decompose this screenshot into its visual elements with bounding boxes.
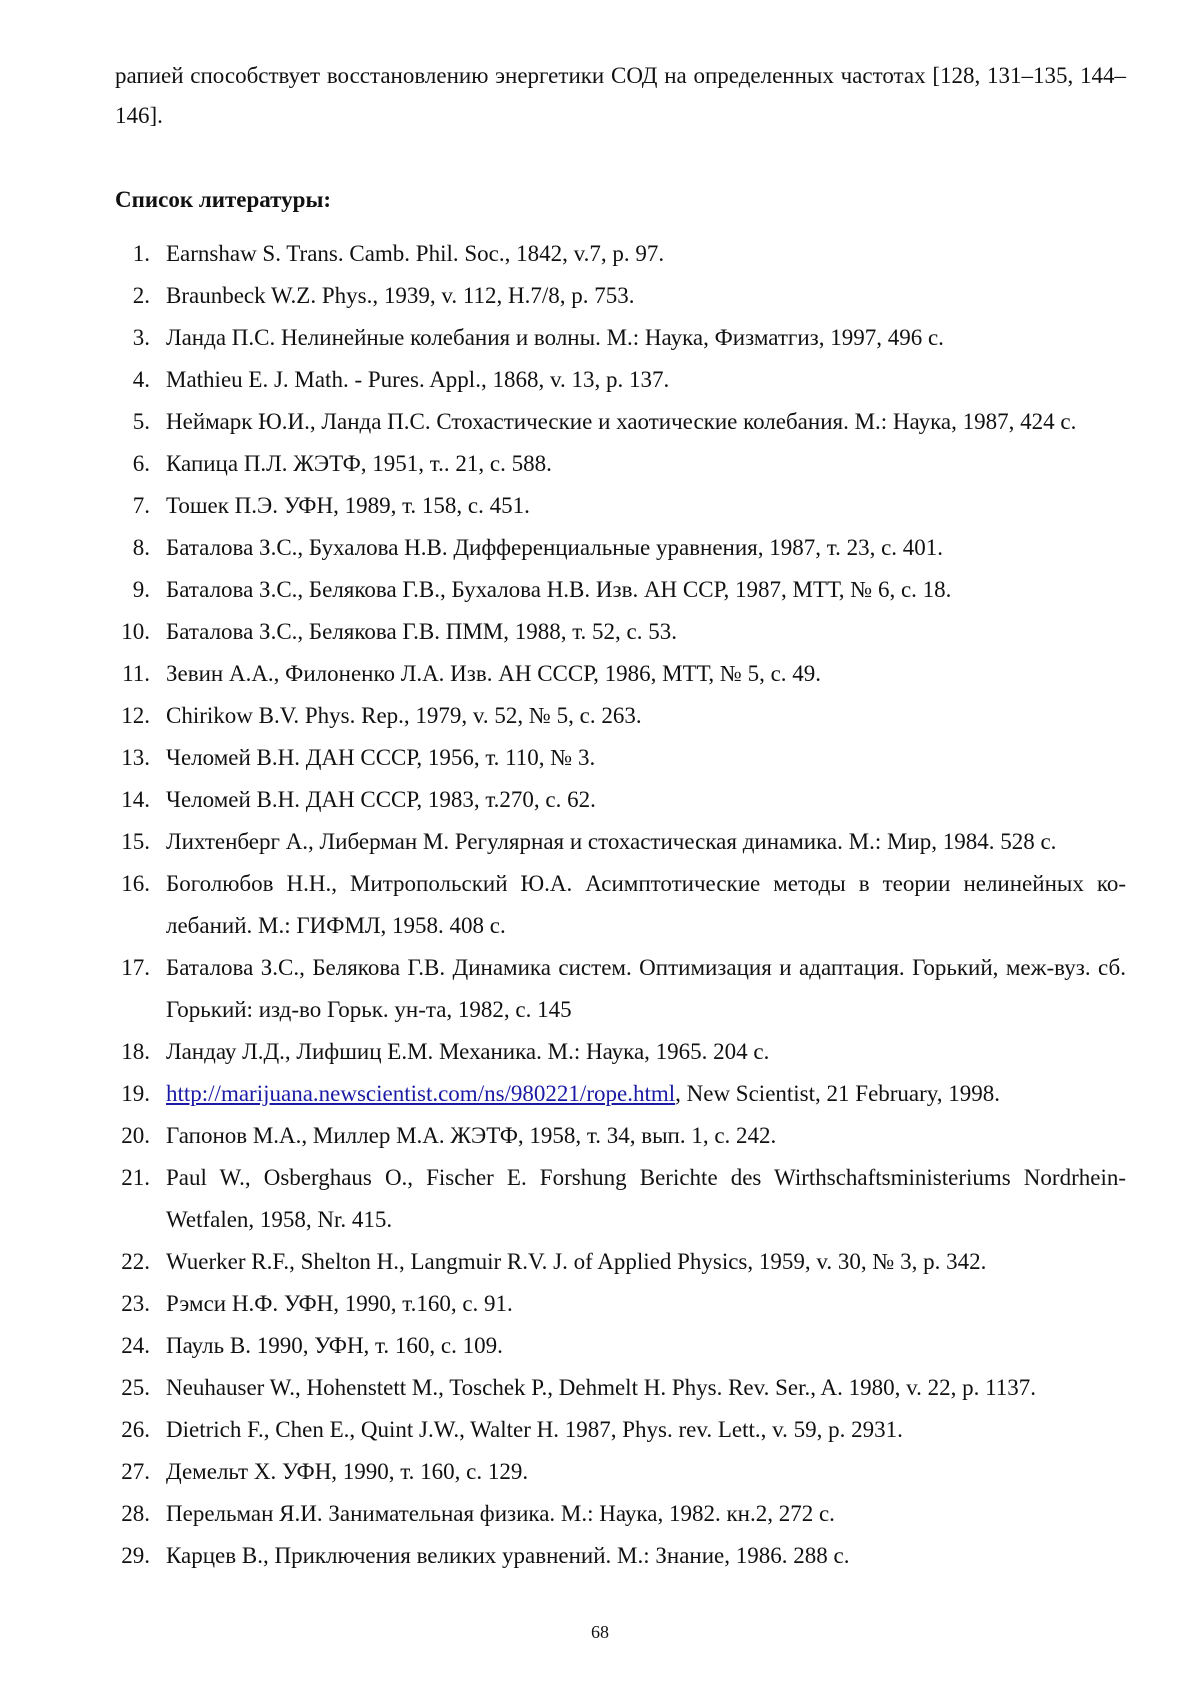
- reference-text: Карцев В., Приключения великих уравнений. М.: Знание, 1986. 288 с.: [166, 1543, 850, 1568]
- reference-text: Перельман Я.И. Занимательная физика. М.: Наука, 1982. кн.2, 272 с.: [166, 1501, 835, 1526]
- reference-number: 18.: [121, 1039, 150, 1064]
- reference-text: Баталова З.С., Белякова Г.В. ПММ, 1988, т. 52, с. 53.: [166, 619, 677, 644]
- reference-number: 7.: [132, 493, 150, 518]
- reference-item: [0, 1241, 1200, 1283]
- reference-item: [0, 779, 1200, 821]
- page-number: 68: [591, 1622, 609, 1642]
- reference-text: Демельт Х. УФН, 1990, т. 160, с. 129.: [166, 1459, 529, 1484]
- reference-item: [0, 1031, 1200, 1073]
- reference-text: Ланда П.С. Нелинейные колебания и волны. М.: Наука, Физматгиз, 1997, 496 с.: [166, 325, 944, 350]
- reference-item: [0, 1535, 1200, 1577]
- reference-number: 6.: [132, 451, 150, 476]
- reference-item: [0, 1283, 1200, 1325]
- reference-text: Braunbeck W.Z. Phys., 1939, v. 112, H.7/8, p. 753.: [166, 283, 635, 308]
- reference-text: Неймарк Ю.И., Ланда П.С. Стохастические и хаотические колебания. М.: Наука, 1987, 424 с.: [166, 409, 1077, 434]
- reference-number: 23.: [121, 1291, 150, 1316]
- reference-item: [0, 233, 1200, 275]
- reference-item: [0, 401, 1200, 443]
- reference-text: [150, 1073, 1126, 1115]
- reference-item: [0, 1073, 1200, 1115]
- reference-number: 27.: [121, 1459, 150, 1484]
- reference-text: Тошек П.Э. УФН, 1989, т. 158, с. 451.: [166, 493, 530, 518]
- reference-number: 9.: [132, 577, 150, 602]
- reference-number: 15.: [121, 829, 150, 854]
- reference-item: [0, 1157, 1200, 1241]
- references-list: [0, 233, 1200, 1577]
- reference-item: [0, 527, 1200, 569]
- reference-item: [0, 359, 1200, 401]
- reference-number: 17.: [121, 955, 150, 980]
- reference-number: 3.: [132, 325, 150, 350]
- reference-item: [0, 611, 1200, 653]
- reference-text: Капица П.Л. ЖЭТФ, 1951, т.. 21, с. 588.: [166, 451, 552, 476]
- reference-text: Chirikow B.V. Phys. Rep., 1979, v. 52, № 5, с. 263.: [166, 703, 642, 728]
- reference-item: [0, 821, 1200, 863]
- reference-item: [0, 317, 1200, 359]
- reference-text: Гапонов М.А., Миллер М.А. ЖЭТФ, 1958, т. 34, вып. 1, с. 242.: [166, 1123, 777, 1148]
- reference-item: [0, 1367, 1200, 1409]
- reference-text: Neuhauser W., Hohenstett M., Toschek P., Dehmelt H. Phys. Rev. Ser., A. 1980, v. 22, p. 1137.: [166, 1375, 1037, 1400]
- reference-item: [0, 695, 1200, 737]
- reference-item: [0, 485, 1200, 527]
- reference-number: 16.: [121, 871, 150, 896]
- reference-item: [0, 1493, 1200, 1535]
- reference-text: Боголюбов Н.Н., Митропольский Ю.А. Асимптотические методы в теории нелинейных ко-лебаний. М.: ГИФМЛ, 1958. 408 с.: [166, 871, 1126, 938]
- reference-number: 2.: [132, 283, 150, 308]
- reference-item: [0, 1451, 1200, 1493]
- reference-item: [0, 737, 1200, 779]
- reference-number: 11.: [122, 661, 150, 686]
- reference-text: Пауль В. 1990, УФН, т. 160, с. 109.: [166, 1333, 503, 1358]
- reference-number: 10.: [121, 619, 150, 644]
- reference-item: [0, 653, 1200, 695]
- reference-number: 12.: [121, 703, 150, 728]
- reference-item: [0, 1409, 1200, 1451]
- reference-text: Dietrich F., Chen E., Quint J.W., Walter H. 1987, Phys. rev. Lett., v. 59, p. 2931.: [166, 1417, 903, 1442]
- reference-text: Челомей В.Н. ДАН СССР, 1983, т.270, с. 62.: [166, 787, 596, 812]
- reference-item: [0, 863, 1200, 947]
- reference-item: [0, 569, 1200, 611]
- reference-number: 13.: [121, 745, 150, 770]
- reference-text: Ландау Л.Д., Лифшиц Е.М. Механика. М.: Наука, 1965. 204 с.: [166, 1039, 770, 1064]
- reference-number: 29.: [121, 1543, 150, 1568]
- reference-text: Баталова З.С., Белякова Г.В. Динамика систем. Оптимизация и адаптация. Горький, меж-вуз. сб. Горький: изд-во Горьк. ун-та, 1982, с. 145: [166, 955, 1126, 1022]
- reference-text: Баталова З.С., Белякова Г.В., Бухалова Н.В. Изв. АН ССР, 1987, МТТ, № 6, с. 18.: [166, 577, 952, 602]
- reference-link[interactable]: http://marijuana.newscientist.com/ns/980221/rope.html: [166, 1081, 676, 1106]
- reference-text: Рэмси Н.Ф. УФН, 1990, т.160, с. 91.: [166, 1291, 513, 1316]
- reference-number: 19.: [121, 1081, 150, 1106]
- reference-number: 24.: [121, 1333, 150, 1358]
- intro-paragraph: рапией способствует восстановлению энергетики СОД на определенных частотах [128, 131–135, 144–146].: [115, 63, 1126, 128]
- reference-text: Челомей В.Н. ДАН СССР, 1956, т. 110, № 3.: [166, 745, 596, 770]
- reference-number: 8.: [132, 535, 150, 560]
- reference-item: [0, 443, 1200, 485]
- reference-item: [0, 1325, 1200, 1367]
- reference-text-rest: , New Scientist, 21 February, 1998.: [675, 1081, 1001, 1106]
- reference-item: [0, 275, 1200, 317]
- reference-number: 22.: [121, 1249, 150, 1274]
- reference-text: Earnshaw S. Trans. Camb. Phil. Soc., 1842, v.7, p. 97.: [166, 241, 665, 266]
- reference-text: Mathieu E. J. Math. - Pures. Appl., 1868, v. 13, p. 137.: [166, 367, 670, 392]
- reference-number: 20.: [121, 1123, 150, 1148]
- reference-number: 25.: [121, 1375, 150, 1400]
- reference-text: Paul W., Osberghaus O., Fischer E. Forshung Berichte des Wirthschaftsministeriums Nordrhein-Wetfalen, 1958, Nr. 415.: [166, 1165, 1126, 1232]
- reference-item: [0, 1115, 1200, 1157]
- reference-number: 5.: [132, 409, 150, 434]
- references-heading: Список литературы:: [115, 187, 332, 212]
- reference-number: 28.: [121, 1501, 150, 1526]
- reference-text: Баталова З.С., Бухалова Н.В. Дифференциальные уравнения, 1987, т. 23, с. 401.: [166, 535, 944, 560]
- reference-text: Зевин А.А., Филоненко Л.А. Изв. АН СССР, 1986, МТТ, № 5, с. 49.: [166, 661, 822, 686]
- reference-number: 4.: [132, 367, 150, 392]
- reference-item: [0, 947, 1200, 1031]
- reference-number: 26.: [121, 1417, 150, 1442]
- reference-text: Wuerker R.F., Shelton H., Langmuir R.V. J. of Applied Physics, 1959, v. 30, № 3, p. 342.: [166, 1249, 987, 1274]
- reference-text: Лихтенберг А., Либерман М. Регулярная и стохастическая динамика. М.: Мир, 1984. 528 с.: [166, 829, 1057, 854]
- reference-number: 14.: [121, 787, 150, 812]
- reference-number: 21.: [121, 1165, 150, 1190]
- reference-number: 1.: [132, 241, 150, 266]
